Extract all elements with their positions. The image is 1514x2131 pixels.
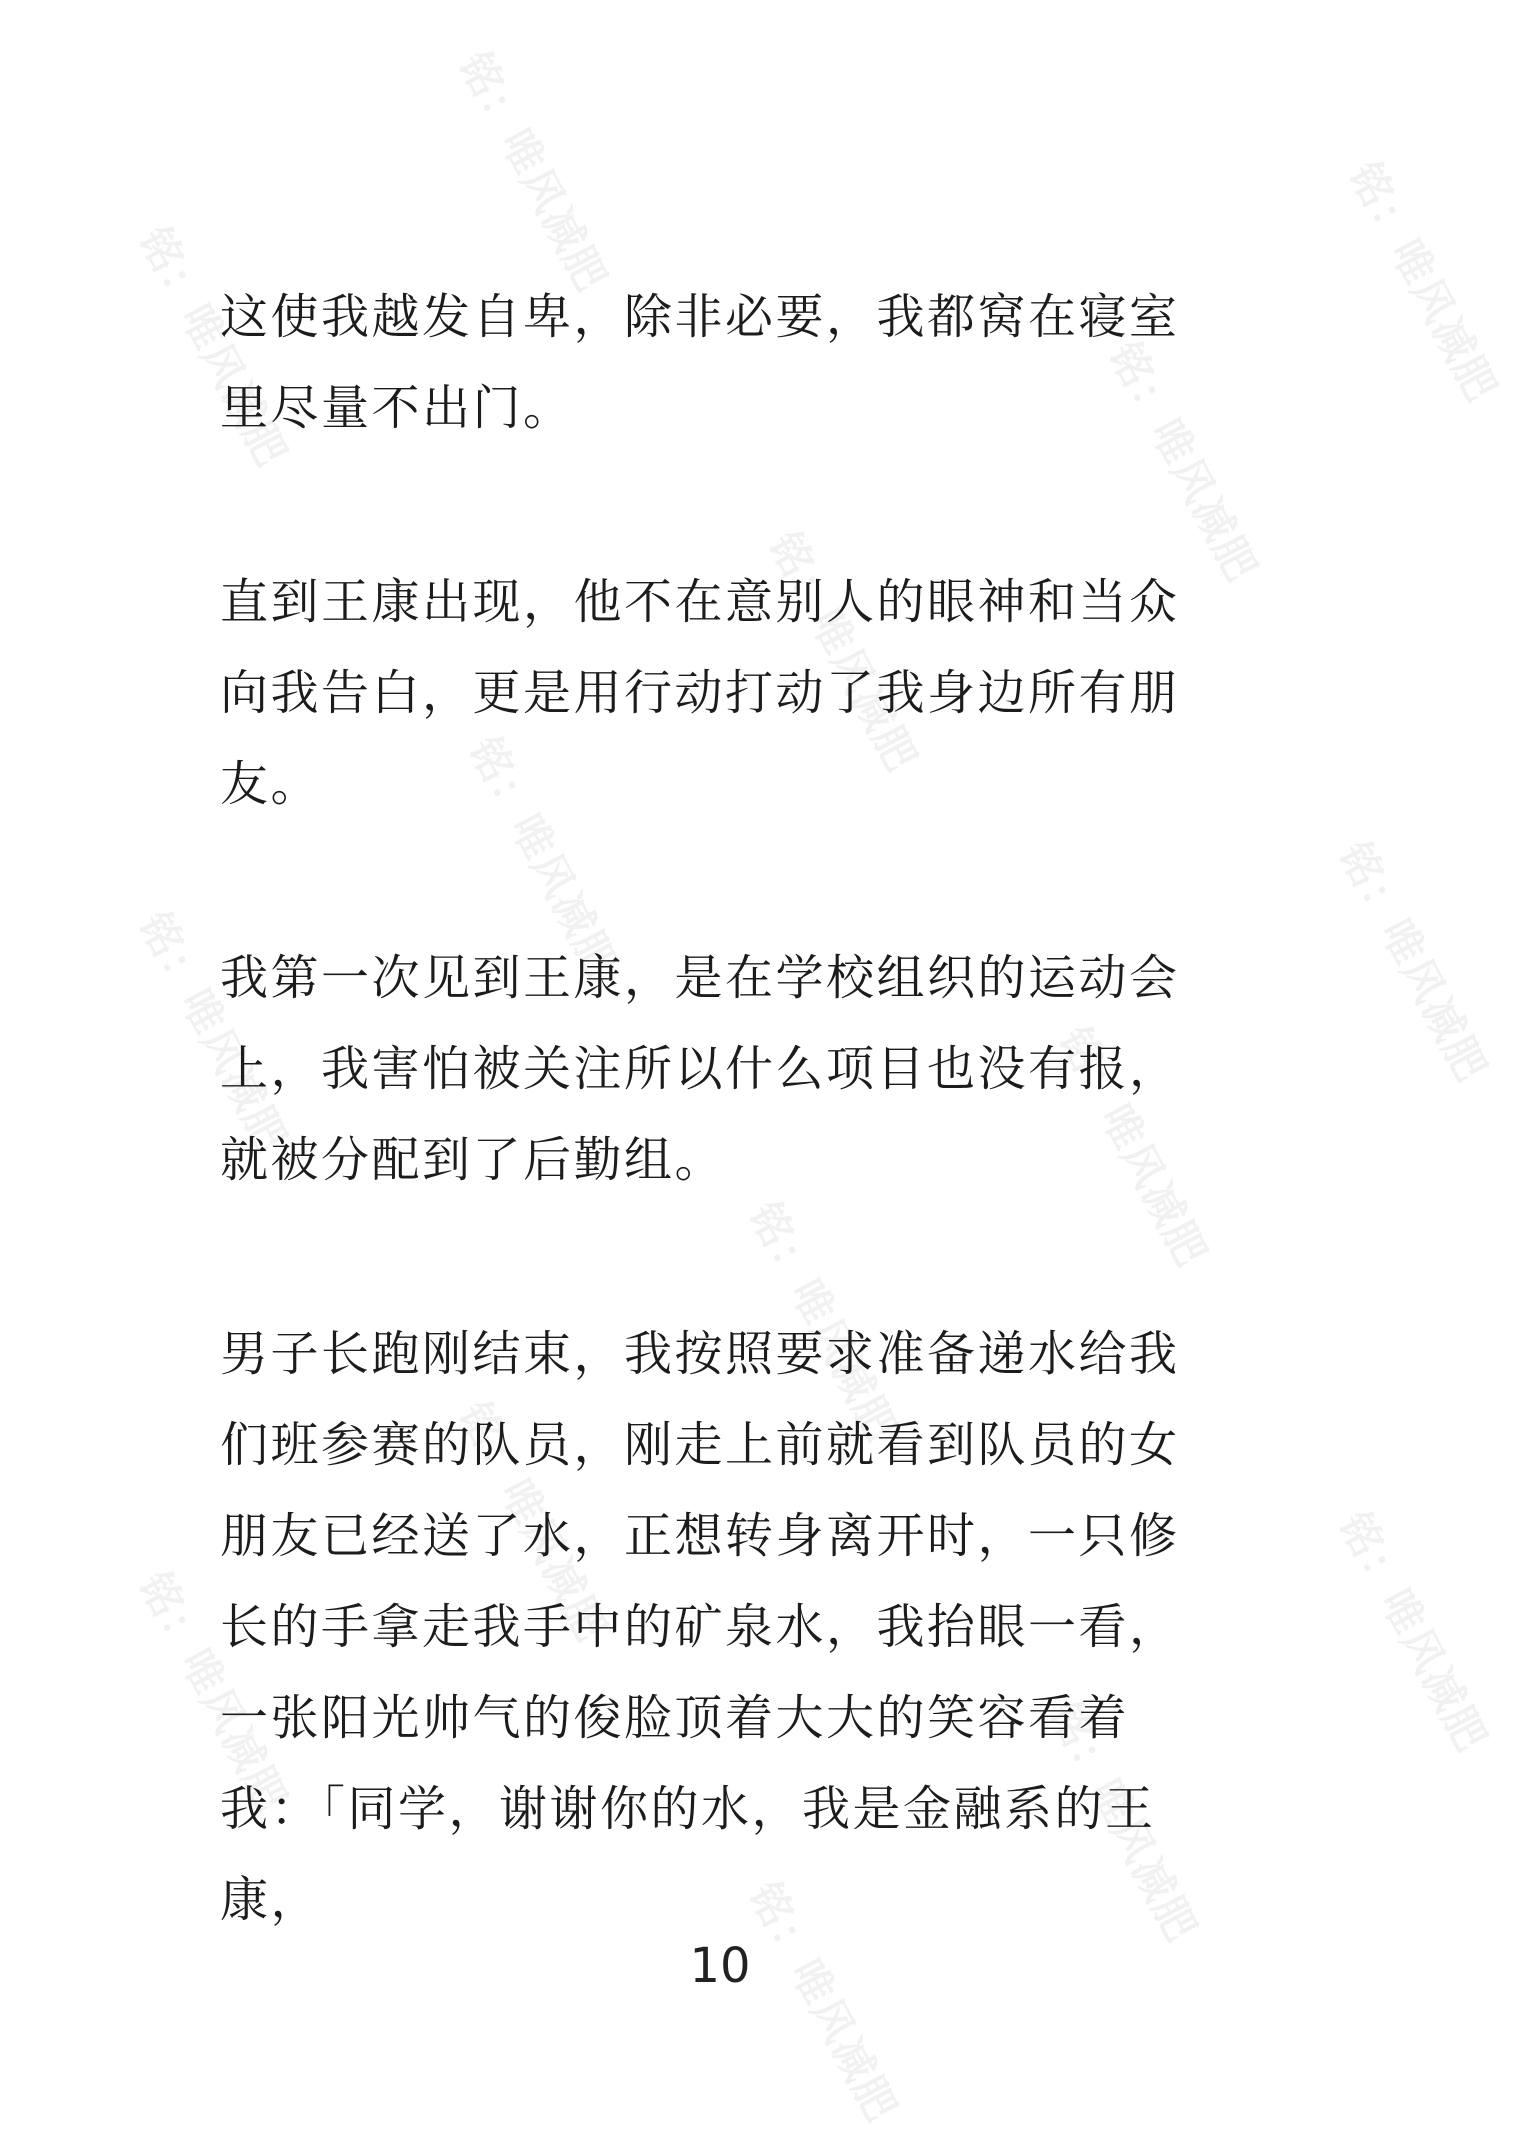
watermark-text: 铭：唯风减肥 bbox=[129, 1563, 297, 1820]
paragraph: 这使我越发自卑，除非必要，我都窝在寝室 里尽量不出门。 bbox=[220, 289, 1180, 436]
page-number: 10 bbox=[689, 1938, 751, 1994]
watermark-text: 铭：唯风减肥 bbox=[1039, 1693, 1207, 1950]
article-body bbox=[220, 272, 1220, 1946]
watermark-text: 铭：唯风减肥 bbox=[1329, 833, 1497, 1090]
paragraph: 男子长跑刚结束，我按照要求准备递水给我 们班参赛的队员，刚走上前就看到队员的女 朋友已经送了水，正想转身离开时，一只修 长的手拿走我手中的矿泉水，我抬眼一看， 一张阳光帅气的俊脸顶着大大的笑容看着 我：「同学，谢谢你的水，我是金融系的王康， bbox=[220, 1326, 1180, 1928]
watermark-text: 铭：唯风减肥 bbox=[129, 903, 297, 1160]
watermark-text: 铭：唯风减肥 bbox=[449, 43, 617, 300]
watermark-text: 铭：唯风减肥 bbox=[1099, 333, 1267, 590]
watermark-text: 铭：唯风减肥 bbox=[739, 1873, 907, 2130]
watermark-text: 铭：唯风减肥 bbox=[739, 1193, 907, 1450]
watermark-text: 铭：唯风减肥 bbox=[1049, 1018, 1217, 1275]
paragraph: 直到王康出现，他不在意别人的眼神和当众 向我告白，更是用行动打动了我身边所有朋 友。 bbox=[220, 574, 1180, 812]
watermark-text: 铭：唯风减肥 bbox=[459, 728, 627, 985]
watermark-text: 铭：唯风减肥 bbox=[759, 523, 927, 780]
watermark-text: 铭：唯风减肥 bbox=[1339, 153, 1507, 410]
paragraph: 我第一次见到王康，是在学校组织的运动会 上，我害怕被关注所以什么项目也没有报， 就被分配到了后勤组。 bbox=[220, 950, 1180, 1188]
watermark-text: 铭：唯风减肥 bbox=[1329, 1503, 1497, 1760]
watermark-text: 铭：唯风减肥 bbox=[449, 1393, 617, 1650]
watermark-text: 铭：唯风减肥 bbox=[129, 218, 297, 475]
